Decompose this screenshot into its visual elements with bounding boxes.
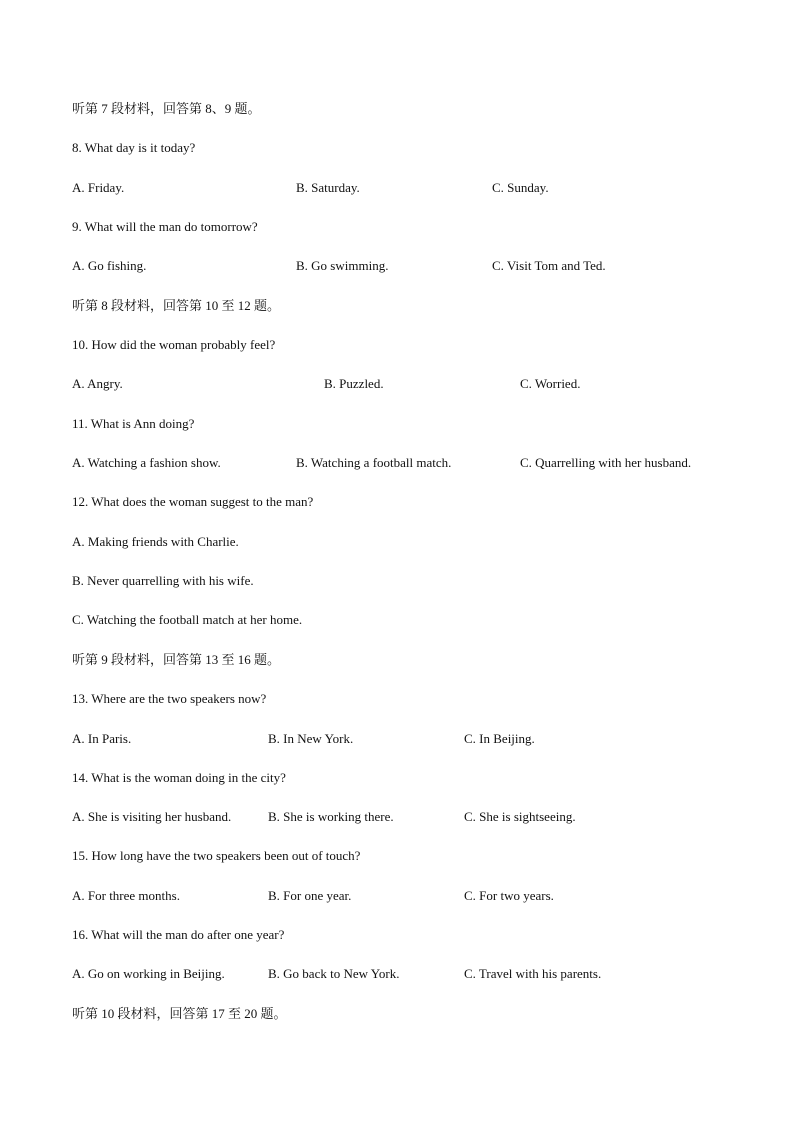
option-a: A. Making friends with Charlie. xyxy=(72,534,239,549)
option-a: A. She is visiting her husband. xyxy=(72,809,232,824)
section-heading: 听第 8 段材料，回答第 10 至 12 题。 xyxy=(72,298,281,313)
option-a: A. In Paris. xyxy=(72,731,132,746)
option-c: C. Visit Tom and Ted. xyxy=(492,258,606,273)
option-c: C. For two years. xyxy=(464,888,554,903)
option-b: B. In New York. xyxy=(268,731,354,746)
section-heading: 听第 10 段材料，回答第 17 至 20 题。 xyxy=(72,1006,287,1021)
question-text: 8. What day is it today? xyxy=(72,140,196,155)
question-text: 15. How long have the two speakers been out of touch? xyxy=(72,848,361,863)
option-a: A. Friday. xyxy=(72,180,125,195)
option-b: B. Puzzled. xyxy=(324,376,384,391)
option-b: B. Never quarrelling with his wife. xyxy=(72,573,254,588)
option-b: B. For one year. xyxy=(268,888,352,903)
option-c: C. Travel with his parents. xyxy=(464,966,602,981)
question-text: 10. How did the woman probably feel? xyxy=(72,337,276,352)
option-a: A. Go on working in Beijing. xyxy=(72,966,225,981)
option-a: A. Go fishing. xyxy=(72,258,147,273)
option-a: A. Watching a fashion show. xyxy=(72,455,221,470)
question-text: 11. What is Ann doing? xyxy=(72,416,195,431)
option-b: B. Saturday. xyxy=(296,180,360,195)
question-text: 13. Where are the two speakers now? xyxy=(72,691,267,706)
section-heading: 听第 9 段材料，回答第 13 至 16 题。 xyxy=(72,652,281,667)
option-b: B. Watching a football match. xyxy=(296,455,452,470)
option-b: B. Go back to New York. xyxy=(268,966,400,981)
option-c: C. Quarrelling with her husband. xyxy=(520,455,692,470)
question-text: 12. What does the woman suggest to the man? xyxy=(72,494,314,509)
question-text: 14. What is the woman doing in the city? xyxy=(72,770,286,785)
question-text: 16. What will the man do after one year? xyxy=(72,927,285,942)
option-c: C. Watching the football match at her home. xyxy=(72,612,303,627)
option-c: C. She is sightseeing. xyxy=(464,809,576,824)
option-c: C. In Beijing. xyxy=(464,731,535,746)
option-b: B. She is working there. xyxy=(268,809,394,824)
option-b: B. Go swimming. xyxy=(296,258,389,273)
option-c: C. Sunday. xyxy=(492,180,549,195)
option-c: C. Worried. xyxy=(520,376,581,391)
question-text: 9. What will the man do tomorrow? xyxy=(72,219,258,234)
section-heading: 听第 7 段材料，回答第 8、9 题。 xyxy=(72,101,261,116)
option-a: A. Angry. xyxy=(72,376,123,391)
option-a: A. For three months. xyxy=(72,888,180,903)
